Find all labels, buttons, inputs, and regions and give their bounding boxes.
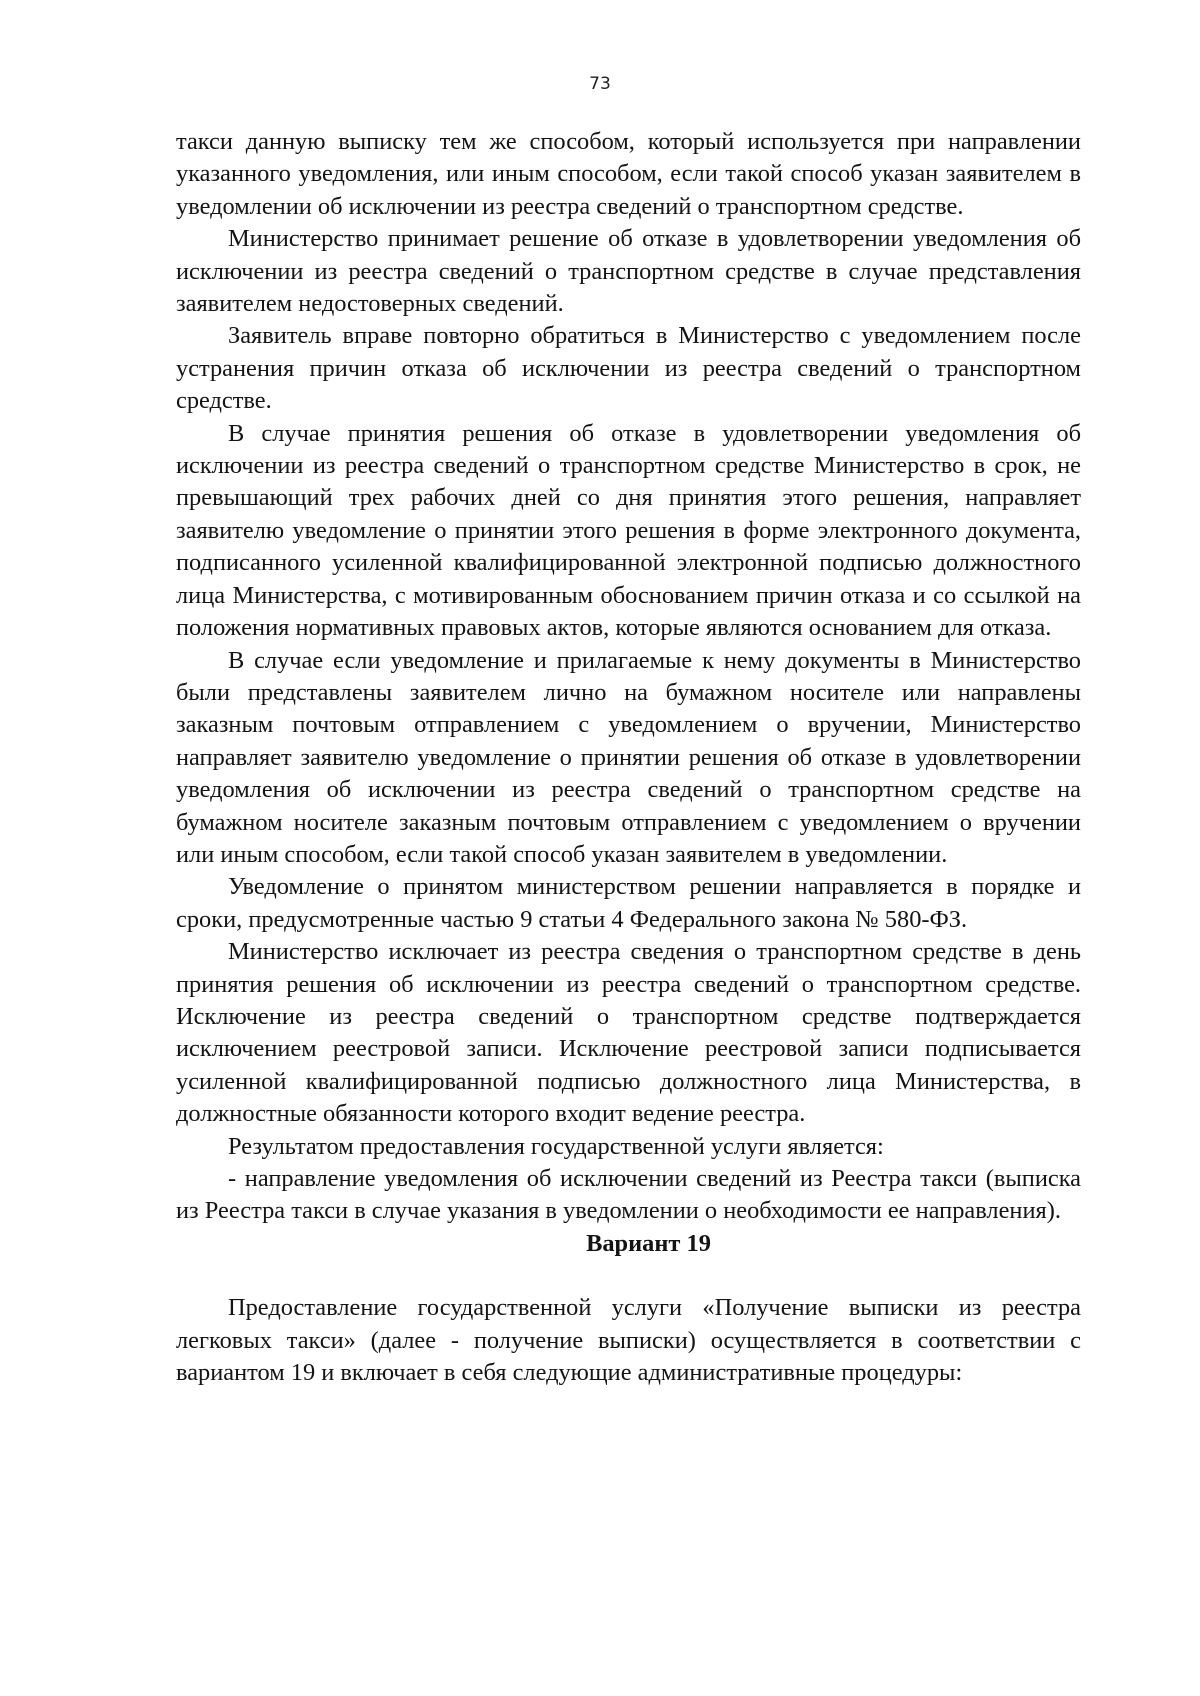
paragraph: Заявитель вправе повторно обратиться в Министерство с уведомлением после устранения причин отказа об исключении из реестра сведений о транспортном средстве. bbox=[176, 322, 1081, 415]
page-number: 73 bbox=[589, 74, 611, 94]
paragraph-continuation: такси данную выписку тем же способом, который используется при направлении указанного уведомления, или иным способом, если такой способ указан заявителем в уведомлении об исключении из реестра сведений о транспортном средстве. bbox=[176, 128, 1081, 220]
paragraph: В случае принятия решения об отказе в удовлетворении уведомления об исключении из реестра сведений о транспортном средстве Министерство в срок, не превышающий трех рабочих дней со дня принятия этого решения, направляет заявителю уведомление о принятии этого решения в форме электронного документа, подписанного усиленной квалифицированной электронной подписью должностного лица Министерства, с мотивированным обоснованием причин отказа и со ссылкой на положения нормативных правовых актов, которые являются основанием для отказа. bbox=[176, 419, 1081, 642]
paragraph: Министерство принимает решение об отказе в удовлетворении уведомления об исключении из реестра сведений о транспортном средстве в случае представления заявителем недостоверных сведений. bbox=[176, 225, 1081, 318]
paragraph: Результатом предоставления государственной услуги является: bbox=[228, 1132, 884, 1160]
paragraph: Уведомление о принятом министерством решении направляется в порядке и сроки, предусмотренные частью 9 статьи 4 Федерального закона № 580-ФЗ. bbox=[176, 873, 1081, 933]
section-heading: Вариант 19 bbox=[586, 1229, 711, 1257]
document-body bbox=[176, 126, 1081, 1389]
list-item: - направление уведомления об исключении сведений из Реестра такси (выписка из Реестра такси в случае указания в уведомлении о необходимости ее направления). bbox=[176, 1165, 1081, 1225]
paragraph: Предоставление государственной услуги «Получение выписки из реестра легковых такси» (далее - получение выписки) осуществляется в соответствии с вариантом 19 и включает в себя следующие административные процедуры: bbox=[176, 1294, 1081, 1387]
paragraph: Министерство исключает из реестра сведения о транспортном средстве в день принятия решения об исключении из реестра сведений о транспортном средстве. Исключение из реестра сведений о транспортном средстве подтверждается исключением реестровой записи. Исключение реестровой записи подписывается усиленной квалифицированной подписью должностного лица Министерства, в должностные обязанности которого входит ведение реестра. bbox=[176, 938, 1081, 1128]
paragraph: В случае если уведомление и прилагаемые к нему документы в Министерство были представлены заявителем лично на бумажном носителе или направлены заказным почтовым отправлением с уведомлением о вручении, Министерство направляет заявителю уведомление о принятии решения об отказе в удовлетворении уведомления об исключении из реестра сведений о транспортном средстве на бумажном носителе заказным почтовым отправлением с уведомлением о вручении или иным способом, если такой способ указан заявителем в уведомлении. bbox=[176, 646, 1081, 868]
